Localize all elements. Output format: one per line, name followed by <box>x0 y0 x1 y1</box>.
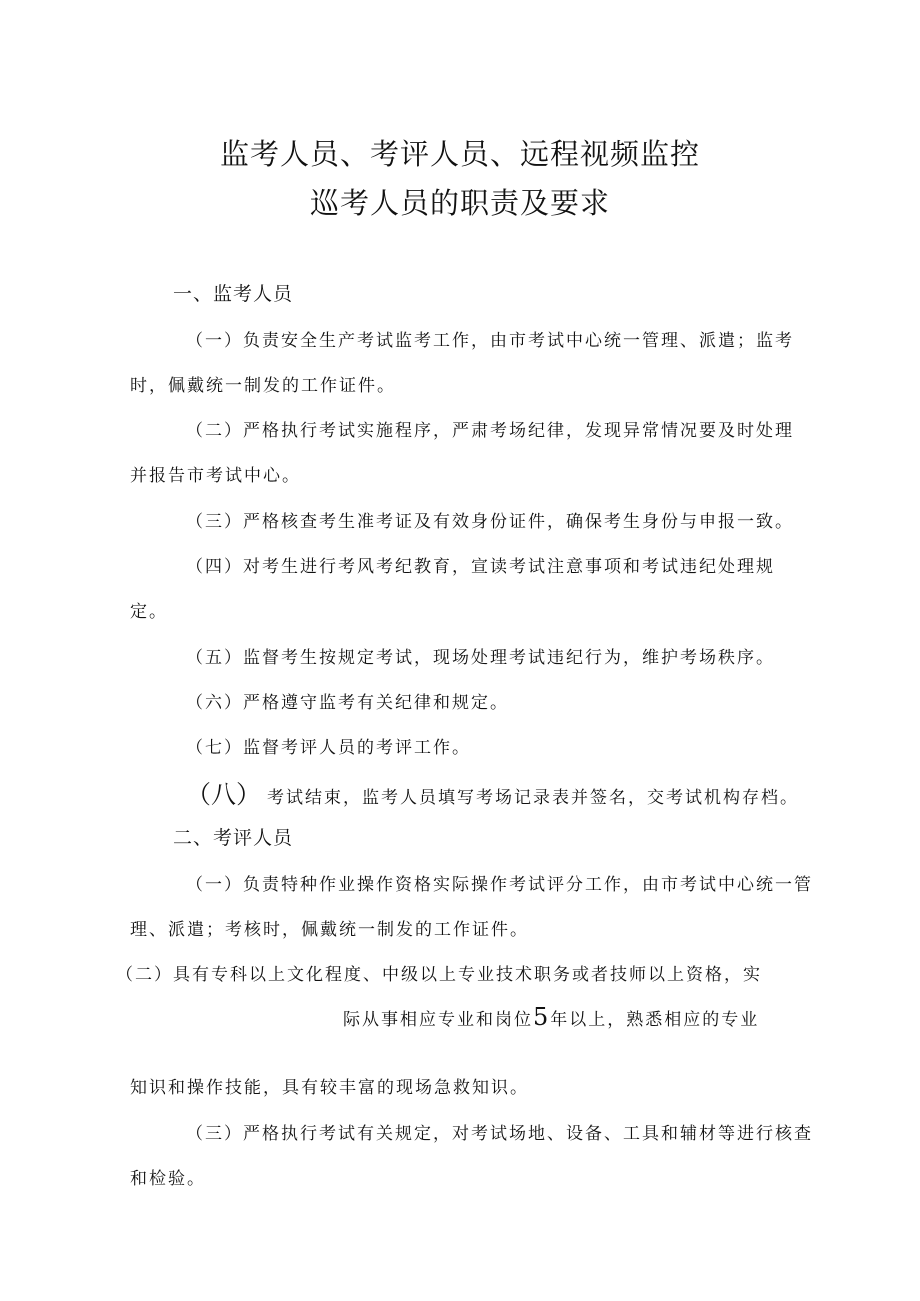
section-1-item-6-line-1: （六）严格遵守监考有关纪律和规定。 <box>186 693 509 713</box>
section-2-item-2-line-2 <box>343 1003 759 1031</box>
document-title-line-2: 巡考人员的职责及要求 <box>309 186 610 220</box>
section-2-item-2-line-3: 知识和操作技能，具有较丰富的现场急救知识。 <box>130 1078 529 1098</box>
section-1-item-1-line-2: 时，佩戴统一制发的工作证件。 <box>130 376 396 396</box>
section-2-item-3-line-2: 和检验。 <box>130 1169 206 1189</box>
section-2-item-1-line-1: （一）负责特种作业操作资格实际操作考试评分工作，由市考试中心统一管 <box>186 875 813 895</box>
section-2-item-3-line-1: （三）严格执行考试有关规定，对考试场地、设备、工具和辅材等进行核查 <box>186 1124 813 1144</box>
section-1-item-3-line-1: （三）严格核查考生准考证及有效身份证件，确保考生身份与申报一致。 <box>186 512 794 532</box>
section-1-item-8-marker: （八） <box>186 780 262 809</box>
section-1-item-5-line-1: （五）监督考生按规定考试，现场处理考试违纪行为，维护考场秩序。 <box>186 648 775 668</box>
section-2-item-1-line-2: 理、派遣；考核时，佩戴统一制发的工作证件。 <box>130 920 529 940</box>
section-1-item-4-line-2: 定。 <box>130 602 168 622</box>
section-2-heading: 二、考评人员 <box>173 827 294 849</box>
section-1-item-2-line-1: （二）严格执行考试实施程序，严肃考场纪律，发现异常情况要及时处理 <box>186 421 794 441</box>
section-1-heading: 一、监考人员 <box>173 283 294 305</box>
document-title-line-1: 监考人员、考评人员、远程视频监控 <box>219 137 700 171</box>
section-1-item-8 <box>186 775 799 811</box>
section-2-item-2-years-number: 5 <box>533 1003 551 1031</box>
section-1-item-1-line-1: （一）负责安全生产考试监考工作，由市考试中心统一管理、派遣；监考 <box>186 331 794 351</box>
section-1-item-4-line-1: （四）对考生进行考风考纪教育，宣读考试注意事项和考试违纪处理规 <box>186 557 775 577</box>
section-1-item-8-text: 考试结束，监考人员填写考场记录表并签名，交考试机构存档。 <box>267 788 800 808</box>
section-2-item-2-line-2-before: 际从事相应专业和岗位 <box>343 1010 533 1030</box>
section-2-item-2-line-2-after: 年以上，熟悉相应的专业 <box>550 1010 760 1030</box>
section-2-item-2-line-1: （二）具有专科以上文化程度、中级以上专业技术职务或者技师以上资格，实 <box>116 965 762 985</box>
section-1-item-2-line-2: 并报告市考试中心。 <box>130 466 301 486</box>
section-1-item-7-line-1: （七）监督考评人员的考评工作。 <box>186 738 471 758</box>
